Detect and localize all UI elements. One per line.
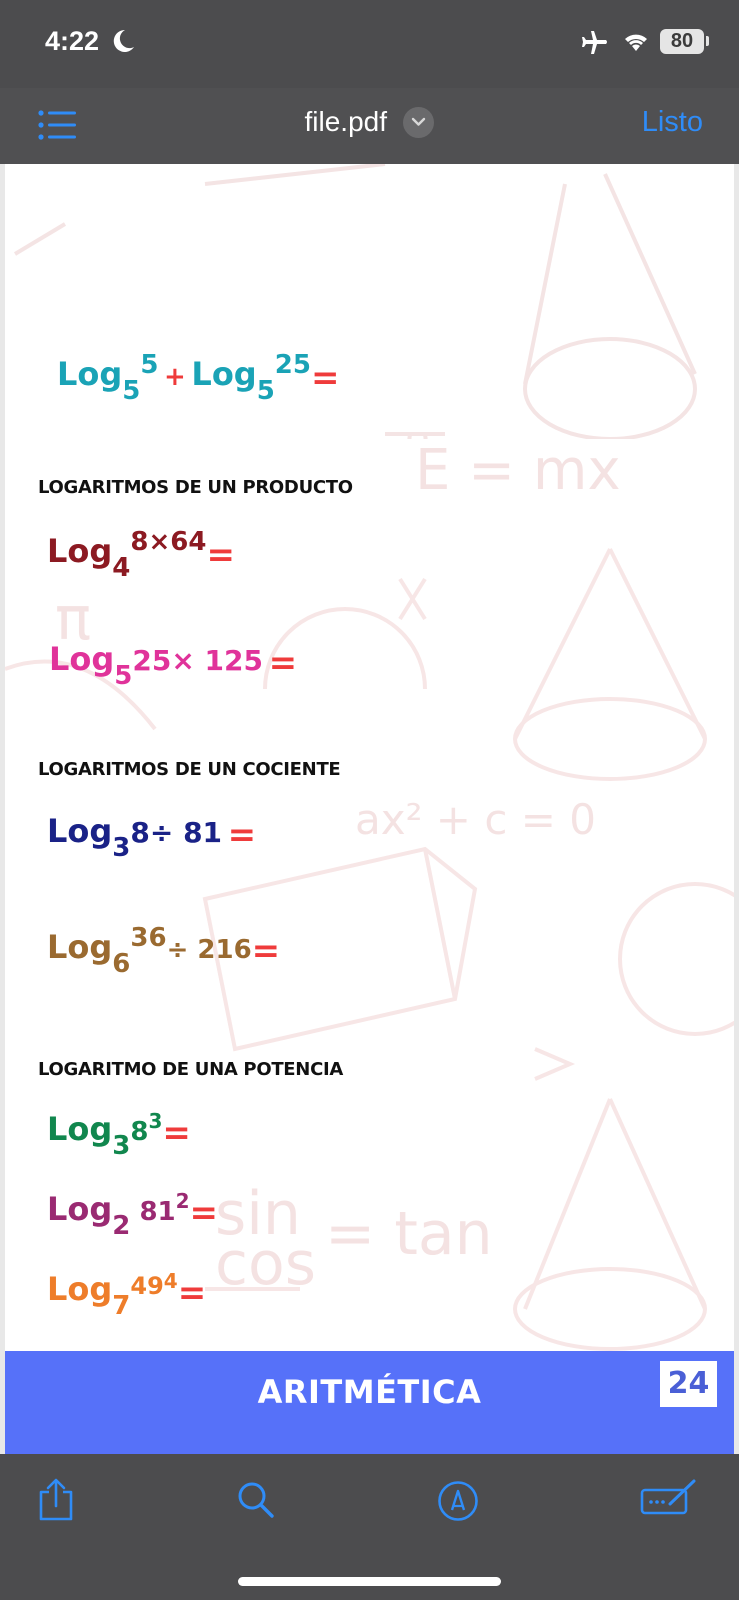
svg-text:= tan: = tan (325, 1199, 493, 1269)
done-button[interactable]: Listo (641, 106, 703, 138)
log-label: Log (47, 532, 113, 570)
log-argument: 8×64 (130, 527, 207, 557)
power-expression-3 (47, 1269, 207, 1321)
log-argument: 5 (140, 350, 159, 380)
home-indicator[interactable] (238, 1577, 501, 1586)
section-heading-product: LOGARITMOS DE UN PRODUCTO (38, 477, 353, 498)
log-label: Log (47, 1270, 113, 1308)
log-argument: 25× 125 (132, 644, 263, 677)
quotient-expression-1 (47, 811, 257, 863)
equals-sign: = (227, 815, 257, 855)
plus-sign: + (164, 362, 186, 392)
equals-sign: = (310, 358, 340, 398)
log-argument: 49 (130, 1272, 164, 1300)
banner-title: ARITMÉTICA (257, 1373, 482, 1411)
equals-sign: = (251, 931, 281, 971)
page-footer-banner (5, 1351, 734, 1454)
airplane-icon (580, 30, 608, 61)
svg-text:π: π (55, 584, 92, 654)
log-argument-divisor: ÷ 216 (166, 935, 252, 965)
log-label: Log (47, 812, 113, 850)
log-label: Log (47, 1190, 113, 1228)
log-base: 2 (112, 1211, 131, 1241)
log-label: Log (191, 355, 257, 393)
product-expression-2 (49, 639, 298, 691)
log-label: Log (49, 640, 115, 678)
markup-icon[interactable] (437, 1480, 479, 1527)
status-bar (0, 0, 739, 88)
status-time: 4:22 (45, 26, 100, 56)
log-exponent: 3 (148, 1109, 163, 1133)
quotient-expression-2 (47, 923, 281, 979)
log-argument: 81 (139, 1197, 176, 1227)
svg-text:E = mx: E = mx (415, 439, 621, 503)
pdf-viewer[interactable] (0, 164, 739, 1454)
equals-sign: = (189, 1193, 219, 1233)
wifi-icon (622, 31, 650, 58)
svg-text:ax² + c = 0: ax² + c = 0 (355, 795, 597, 844)
equals-sign: = (206, 535, 235, 575)
log-base: 3 (112, 1131, 131, 1161)
equals-sign: = (177, 1273, 207, 1313)
document-title-area (0, 106, 739, 138)
log-base: 7 (112, 1291, 131, 1321)
log-argument: 8 (130, 1117, 149, 1147)
battery-icon (706, 36, 709, 46)
battery-level: 80 (660, 29, 704, 54)
share-icon[interactable] (36, 1478, 76, 1527)
svg-text:cos: cos (215, 1229, 316, 1299)
log-base: 3 (112, 833, 131, 863)
log-base: 5 (256, 376, 275, 406)
moon-icon (112, 28, 136, 59)
search-icon[interactable] (236, 1480, 276, 1525)
log-argument: 8÷ 81 (130, 816, 223, 849)
equals-sign: = (268, 643, 298, 683)
pdf-page-24 (5, 439, 734, 1454)
log-base: 5 (114, 661, 133, 691)
section-heading-power: LOGARITMO DE UNA POTENCIA (38, 1059, 344, 1080)
log-label: Log (47, 1110, 113, 1148)
log-base: 4 (112, 553, 131, 583)
chevron-down-icon (411, 117, 426, 127)
log-exponent: 2 (175, 1189, 190, 1213)
log-base: 5 (122, 376, 141, 406)
page-number: 24 (660, 1361, 717, 1407)
log-base: 6 (112, 949, 131, 979)
log-sum-expression (57, 350, 340, 406)
log-argument: 25 (274, 350, 311, 380)
section-heading-quotient: LOGARITMOS DE UN COCIENTE (38, 759, 341, 780)
log-label: Log (47, 928, 113, 966)
document-title[interactable]: file.pdf (304, 106, 388, 137)
nav-bar (0, 88, 739, 164)
power-expression-2 (47, 1189, 219, 1241)
log-exponent: 4 (163, 1269, 178, 1293)
power-expression-1 (47, 1109, 191, 1161)
signature-icon[interactable] (640, 1478, 700, 1521)
product-expression-1 (47, 527, 235, 583)
title-menu-button[interactable] (403, 107, 434, 138)
equals-sign: = (162, 1113, 191, 1153)
log-argument: 36 (130, 923, 167, 953)
log-label: Log (57, 355, 123, 393)
svg-text:sin: sin (215, 1179, 301, 1249)
